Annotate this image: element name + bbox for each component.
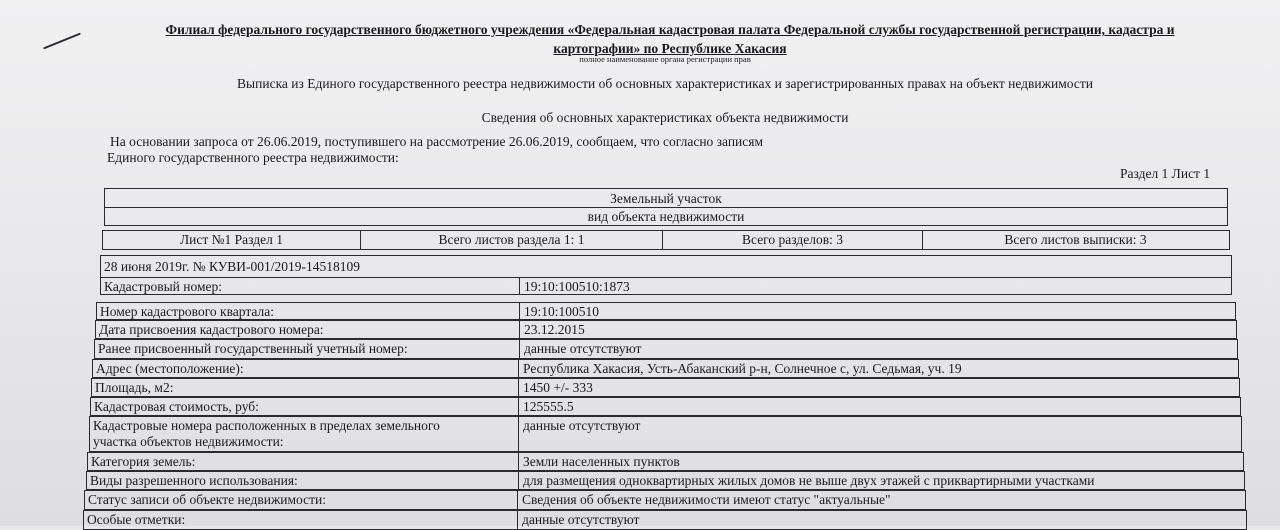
table-row	[89, 416, 1242, 452]
row-label: Адрес (местоположение):	[96, 361, 244, 376]
row-value: данные отсутствуют	[523, 418, 641, 433]
table-row	[84, 490, 1246, 510]
row-value: данные отсутствуют	[522, 512, 640, 527]
row-label: Категория земель:	[91, 454, 196, 469]
row-value: 1450 +/- 333	[523, 380, 593, 395]
table-row	[91, 378, 1240, 397]
cadastral-number-value: 19:10:100510:1873	[524, 279, 630, 294]
section-sheets-total: Всего листов раздела 1: 1	[361, 231, 663, 249]
table-row	[96, 302, 1236, 320]
row-value: 19:10:100510	[524, 304, 600, 319]
row-label: Кадастровые номера расположенных в пределах земельного	[93, 418, 440, 433]
organization-caption: полное наименование органа регистрации прав	[579, 54, 751, 64]
row-label: Дата присвоения кадастрового номера:	[99, 322, 324, 337]
table-row	[87, 452, 1244, 471]
row-label: Статус записи об объекте недвижимости:	[88, 492, 327, 507]
sections-total: Всего разделов: 3	[663, 231, 923, 249]
basis-line-1: На основании запроса от 26.06.2019, поступившего на рассмотрение 26.06.2019, сообщаем, что согласно записям	[110, 134, 764, 149]
table-row	[95, 320, 1237, 339]
row-value: 125555.5	[523, 399, 574, 414]
basis-line-2: Единого государственного реестра недвижимости:	[107, 150, 399, 165]
row-value: для размещения одноквартирных жилых домов не выше двух этажей с приквартирными участками	[523, 473, 1095, 488]
table-row	[94, 339, 1238, 359]
organization-name: Филиал федерального государственного бюджетного учреждения «Федеральная кадастровая палата Федеральной службы государственной регистрации, кадастра и картографии» по Республике Хакасия	[165, 22, 1175, 56]
table-row	[86, 471, 1245, 490]
row-value: Сведения об объекте недвижимости имеют статус "актуальные"	[522, 492, 891, 507]
row-label: Площадь, м2:	[95, 380, 174, 395]
row-label: Номер кадастрового квартала:	[100, 304, 274, 319]
sheet-number: Лист №1 Раздел 1	[103, 231, 361, 249]
pen-mark	[43, 33, 81, 50]
table-row	[92, 359, 1239, 378]
row-value: 23.12.2015	[524, 322, 585, 337]
row-value: Земли населенных пунктов	[523, 454, 680, 469]
row-value: Республика Хакасия, Усть-Абаканский р-н, Солнечное с, ул. Седьмая, уч. 19	[523, 361, 962, 376]
object-type: Земельный участок	[105, 190, 1227, 208]
cadastral-number-label: Кадастровый номер:	[104, 279, 223, 294]
request-date-number: 28 июня 2019г. № КУВИ-001/2019-14518109	[104, 259, 361, 274]
row-label: Ранее присвоенный государственный учетный номер:	[98, 341, 408, 356]
section-reference: Раздел 1 Лист 1	[1120, 166, 1211, 181]
row-label-cont: участка объектов недвижимости:	[93, 434, 284, 449]
section-title: Сведения об основных характеристиках объекта недвижимости	[481, 110, 849, 125]
row-label: Виды разрешенного использования:	[90, 473, 298, 488]
extract-title: Выписка из Единого государственного реестра недвижимости об основных характеристиках и зарегистрированных правах на объект недвижимости	[237, 76, 1093, 91]
extract-sheets-total: Всего листов выписки: 3	[1004, 232, 1147, 247]
row-value: данные отсутствуют	[524, 341, 642, 356]
object-type-box	[104, 188, 1228, 226]
row-label: Кадастровая стоимость, руб:	[94, 399, 259, 414]
table-row	[83, 510, 1247, 530]
table-row	[90, 397, 1241, 416]
record-box	[100, 255, 1232, 295]
object-type-caption: вид объекта недвижимости	[587, 209, 745, 224]
sheet-info-row	[102, 230, 1230, 250]
row-label: Особые отметки:	[87, 512, 186, 527]
